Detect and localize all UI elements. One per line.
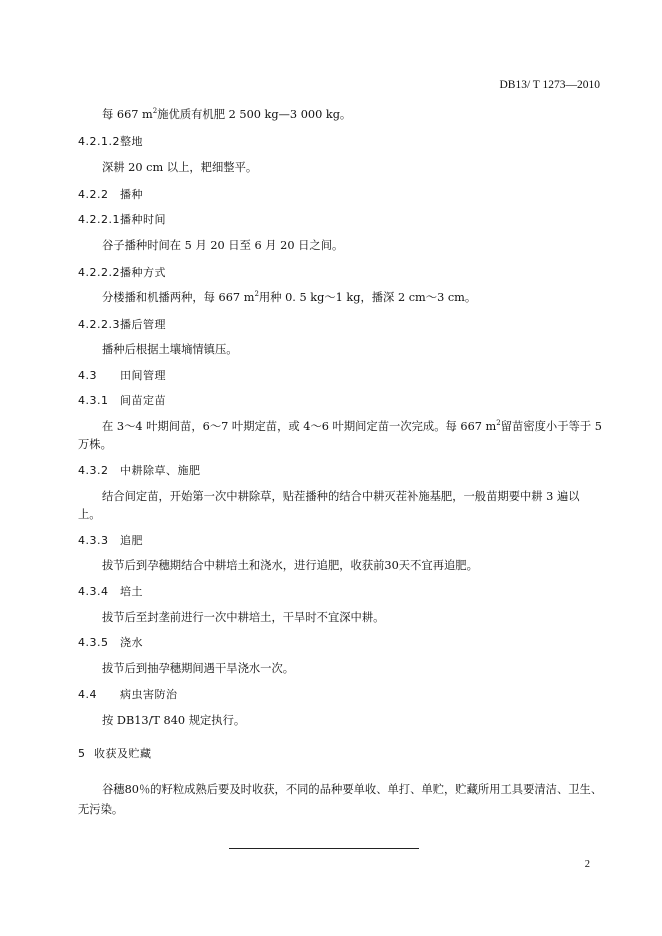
paragraph-4-3-3: 拔节后到孕穗期结合中耕培土和浇水，进行追肥，收获前30天不宜再追肥。 — [102, 559, 478, 572]
paragraph-4-3-2-line-2: 上。 — [78, 508, 101, 521]
paragraph-fertilizer — [102, 106, 351, 122]
section-title: 浇水 — [120, 636, 143, 649]
section-title: 间苗定苗 — [120, 394, 166, 407]
section-number: 4.2.2.2 — [78, 266, 120, 279]
section-number: 4.3.4 — [78, 585, 109, 598]
superscript: 2 — [254, 290, 259, 298]
text-run: 每 667 m — [102, 108, 153, 121]
section-title: 播种方式 — [120, 266, 166, 279]
end-rule — [229, 848, 419, 849]
paragraph-4-3-1-line-1 — [102, 418, 602, 434]
heading-4-3 — [78, 367, 166, 383]
section-title: 培土 — [120, 585, 143, 598]
paragraph-4-2-2-2 — [102, 289, 476, 305]
section-number: 5 — [78, 747, 86, 760]
section-number: 4.4 — [78, 688, 97, 701]
superscript: 2 — [152, 107, 158, 115]
paragraph-4-3-4: 拔节后至封垄前进行一次中耕培土，干旱时不宜深中耕。 — [102, 611, 385, 624]
document-code-header: DB13/ T 1273—2010 — [499, 79, 600, 91]
paragraph-5-line-1: 谷穗80％的籽粒成熟后要及时收获，不同的品种要单收、单打、单贮，贮藏所用工具要清洁、卫生、 — [102, 783, 603, 796]
heading-4-2-2 — [78, 186, 143, 202]
heading-4-2-2-2 — [78, 264, 166, 280]
heading-4-3-4 — [78, 583, 143, 599]
paragraph-4-3-2-line-1: 结合间定苗，开始第一次中耕除草，贴茬播种的结合中耕灭茬补施基肥，一般苗期要中耕 3 遍以 — [102, 490, 580, 503]
section-number: 4.2.2 — [78, 188, 109, 201]
heading-4-3-2 — [78, 462, 201, 478]
section-title: 播种 — [120, 188, 143, 201]
paragraph-5-line-2: 无污染。 — [78, 803, 124, 816]
section-title: 播后管理 — [120, 318, 166, 331]
section-title: 中耕除草、施肥 — [120, 464, 201, 477]
heading-4-2-1-2 — [78, 133, 143, 149]
heading-4-3-3 — [78, 532, 143, 548]
paragraph-4-2-1-2: 深耕 20 cm 以上，耙细整平。 — [102, 161, 258, 174]
section-number: 4.2.1.2 — [78, 135, 120, 148]
paragraph-4-4: 按 DB13/T 840 规定执行。 — [102, 714, 246, 727]
section-number: 4.3.3 — [78, 534, 109, 547]
heading-4-3-5 — [78, 634, 143, 650]
section-title: 整地 — [120, 135, 143, 148]
page-number: 2 — [584, 859, 590, 870]
heading-5 — [78, 745, 152, 761]
section-number: 4.3 — [78, 369, 97, 382]
section-title: 播种时间 — [120, 213, 166, 226]
section-number: 4.2.2.1 — [78, 213, 120, 226]
section-number: 4.3.2 — [78, 464, 109, 477]
section-title: 田间管理 — [120, 369, 166, 382]
section-number: 4.3.5 — [78, 636, 109, 649]
paragraph-4-2-2-1: 谷子播种时间在 5 月 20 日至 6 月 20 日之间。 — [102, 239, 344, 252]
superscript: 2 — [496, 419, 501, 427]
text-run: 在 3～4 叶期间苗，6～7 叶期定苗，或 4～6 叶期间定苗一次完成。每 667 m — [102, 420, 497, 433]
text-run: 留苗密度小于等于 5 — [500, 420, 602, 433]
text-run: 分楼播和机播两种，每 667 m — [102, 291, 255, 304]
section-title: 追肥 — [120, 534, 143, 547]
section-number: 4.3.1 — [78, 394, 109, 407]
paragraph-4-3-5: 拔节后到抽孕穗期间遇干旱浇水一次。 — [102, 662, 295, 675]
section-title: 收获及贮藏 — [94, 747, 152, 760]
section-title: 病虫害防治 — [120, 688, 178, 701]
paragraph-4-3-1-line-2: 万株。 — [78, 438, 112, 451]
paragraph-4-2-2-3: 播种后根据土壤墒情镇压。 — [102, 343, 238, 356]
heading-4-2-2-1 — [78, 211, 166, 227]
section-number: 4.2.2.3 — [78, 318, 120, 331]
heading-4-4 — [78, 686, 178, 702]
text-run: 施优质有机肥 2 500 kg—3 000 kg。 — [157, 108, 352, 121]
heading-4-2-2-3 — [78, 316, 166, 332]
heading-4-3-1 — [78, 392, 166, 408]
text-run: 用种 0. 5 kg～1 kg，播深 2 cm～3 cm。 — [258, 291, 477, 304]
